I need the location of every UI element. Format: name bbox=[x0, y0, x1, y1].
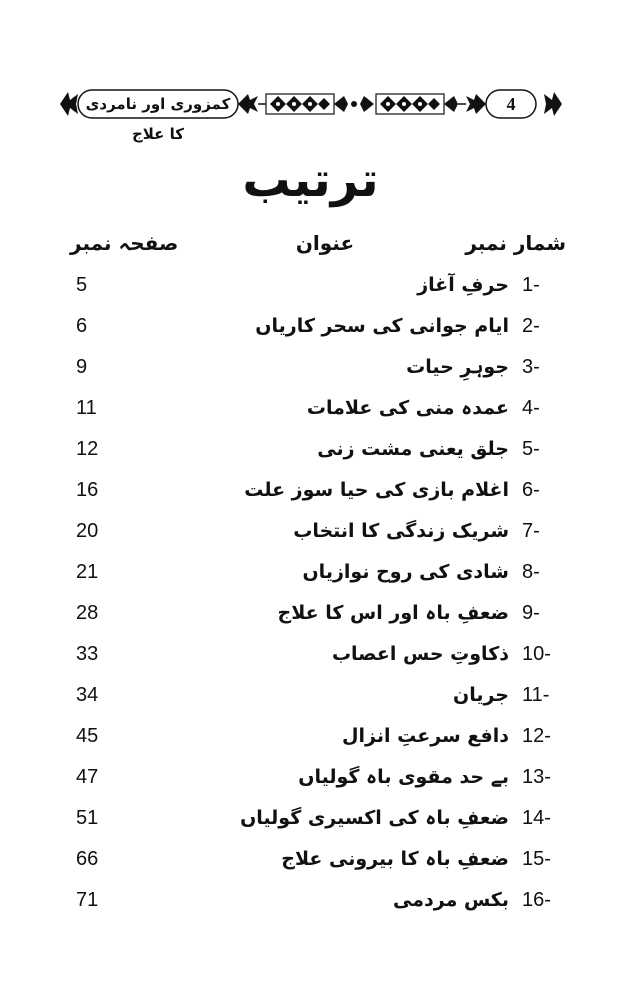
toc-row[interactable] bbox=[0, 716, 621, 757]
leaf-icon bbox=[238, 94, 258, 114]
pattern-block-left bbox=[266, 94, 334, 114]
toc-number: 15- bbox=[522, 848, 551, 870]
toc-page: 11 bbox=[76, 397, 97, 419]
toc-title: جلق یعنی مشت زنی bbox=[317, 438, 509, 460]
toc-title: ذکاوتِ حس اعصاب bbox=[331, 643, 509, 665]
toc-row[interactable] bbox=[0, 470, 621, 511]
leaf-icon bbox=[444, 96, 458, 112]
toc-page: 28 bbox=[76, 602, 99, 624]
toc-title: ضعفِ باہ کی اکسیری گولیاں bbox=[240, 807, 509, 829]
header-ornament bbox=[0, 0, 621, 143]
toc-row[interactable] bbox=[0, 880, 621, 921]
toc-title: ایام جوانی کی سحر کاریاں bbox=[255, 315, 509, 337]
toc-number: 6- bbox=[522, 479, 540, 501]
toc-page: 5 bbox=[76, 274, 88, 296]
toc-page: 71 bbox=[76, 889, 99, 911]
toc-number: 9- bbox=[522, 602, 540, 624]
toc-row[interactable] bbox=[0, 306, 621, 347]
page-title: ترتیب bbox=[242, 152, 379, 208]
pattern-block-right bbox=[376, 94, 444, 114]
toc-row[interactable] bbox=[0, 798, 621, 839]
toc-title: شادی کی روح نوازیاں bbox=[302, 561, 509, 583]
toc-row[interactable] bbox=[0, 347, 621, 388]
right-leaf-icon bbox=[544, 92, 562, 116]
toc-number: 2- bbox=[522, 315, 540, 337]
toc-title: دافع سرعتِ انزال bbox=[342, 725, 509, 747]
toc-number: 10- bbox=[522, 643, 551, 665]
toc-number: 13- bbox=[522, 766, 551, 788]
dot-ornament bbox=[351, 101, 357, 107]
toc-number: 1- bbox=[522, 274, 540, 296]
toc-page: 51 bbox=[76, 807, 99, 829]
toc-page: 66 bbox=[76, 848, 99, 870]
table-of-contents bbox=[0, 265, 621, 921]
toc-row[interactable] bbox=[0, 593, 621, 634]
toc-title: جوہرِ حیات bbox=[406, 356, 509, 378]
toc-title: شریک زندگی کا انتخاب bbox=[293, 520, 509, 542]
toc-number: 14- bbox=[522, 807, 551, 829]
leaf-icon bbox=[466, 94, 486, 114]
column-header-topic: عنوان bbox=[295, 231, 355, 255]
toc-row[interactable] bbox=[0, 511, 621, 552]
toc-page: 34 bbox=[76, 684, 99, 706]
toc-page: 6 bbox=[76, 315, 88, 337]
toc-page: 47 bbox=[76, 766, 99, 788]
toc-number: 8- bbox=[522, 561, 540, 583]
book-title: کمزوری اور نامردی کا علاج bbox=[85, 95, 231, 143]
column-header-number: شمار نمبر bbox=[465, 231, 566, 255]
toc-title: عمدہ منی کی علامات bbox=[306, 397, 509, 419]
toc-number: 3- bbox=[522, 356, 540, 378]
toc-number: 16- bbox=[522, 889, 551, 911]
column-header-page: صفحہ نمبر bbox=[70, 231, 179, 255]
toc-number: 4- bbox=[522, 397, 540, 419]
toc-number: 12- bbox=[522, 725, 551, 747]
left-leaf-icon bbox=[60, 92, 78, 116]
toc-row[interactable] bbox=[0, 839, 621, 880]
toc-row[interactable] bbox=[0, 634, 621, 675]
toc-page: 21 bbox=[76, 561, 99, 583]
toc-page: 33 bbox=[76, 643, 99, 665]
toc-number: 7- bbox=[522, 520, 540, 542]
toc-page: 12 bbox=[76, 438, 99, 460]
toc-title: اغلام بازی کی حیا سوز علت bbox=[244, 479, 509, 501]
page-number: 4 bbox=[506, 94, 516, 114]
toc-row[interactable] bbox=[0, 388, 621, 429]
toc-title: ضعفِ باہ کا بیرونی علاج bbox=[281, 848, 509, 870]
toc-title: بکس مردمی bbox=[393, 889, 509, 911]
toc-title: بے حد مقوی باہ گولیاں bbox=[298, 766, 509, 788]
toc-title: ضعفِ باہ اور اس کا علاج bbox=[277, 602, 509, 624]
toc-row[interactable] bbox=[0, 429, 621, 470]
toc-page: 9 bbox=[76, 356, 88, 378]
toc-page: 45 bbox=[76, 725, 99, 747]
page-header bbox=[0, 0, 621, 143]
toc-page: 20 bbox=[76, 520, 99, 542]
toc-row[interactable] bbox=[0, 552, 621, 593]
toc-title: حرفِ آغاز bbox=[417, 274, 509, 296]
toc-number: 5- bbox=[522, 438, 540, 460]
toc-row[interactable] bbox=[0, 265, 621, 306]
toc-number: 11- bbox=[522, 684, 550, 706]
toc-title: جریان bbox=[453, 684, 509, 706]
toc-row[interactable] bbox=[0, 757, 621, 798]
toc-row[interactable] bbox=[0, 675, 621, 716]
toc-page: 16 bbox=[76, 479, 99, 501]
